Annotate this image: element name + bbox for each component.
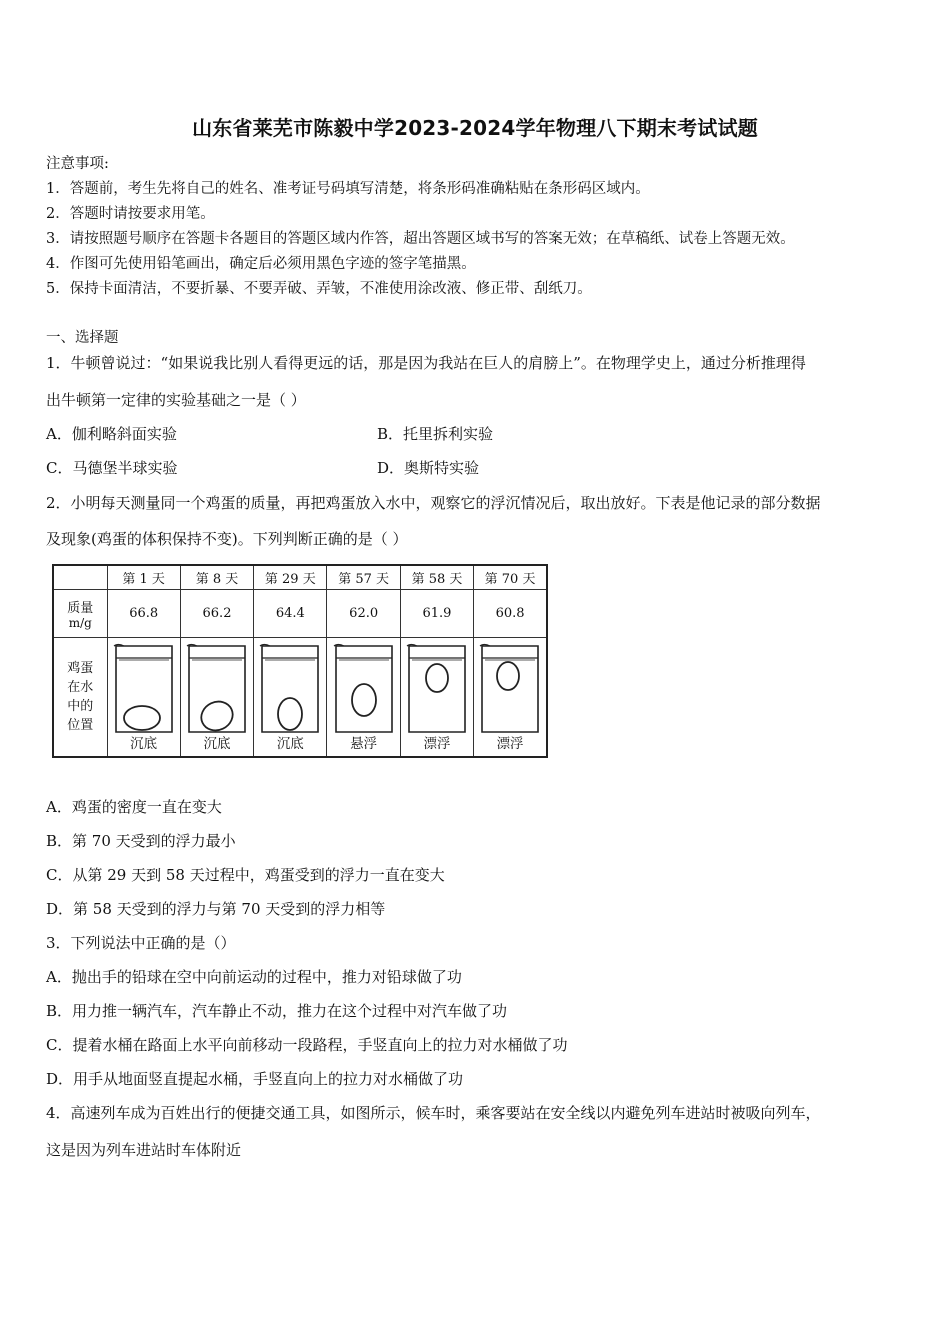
- q3-option-b: B．用力推一辆汽车，汽车静止不动，推力在这个过程中对汽车做了功: [46, 1002, 508, 1020]
- beaker-cell: [107, 638, 180, 758]
- q1-option-d: D．奥斯特实验: [377, 459, 480, 477]
- mass-value: 64.4: [254, 590, 327, 638]
- table-header-row: [53, 565, 547, 590]
- mass-label-line1: 质量: [67, 601, 94, 616]
- section-heading: 一、选择题: [46, 330, 119, 346]
- beaker-cell: [327, 638, 400, 758]
- q1-stem-line1: 1．牛顿曾说过：“如果说我比别人看得更远的话，那是因为我站在巨人的肩膀上”。在物理学史上，通过分析推理得: [46, 354, 806, 372]
- table-corner-cell: [53, 565, 107, 590]
- egg-data-table: [52, 564, 548, 758]
- beaker-float-figure: [405, 642, 469, 734]
- day-header: 第 57 天: [327, 565, 400, 590]
- beaker-suspend-figure: [332, 642, 396, 734]
- day-header: 第 70 天: [474, 565, 547, 590]
- mass-value: 60.8: [474, 590, 547, 638]
- q4-stem-line1: 4．高速列车成为百姓出行的便捷交通工具，如图所示，候车时，乘客要站在安全线以内避免列车进站时被吸向列车，: [46, 1104, 821, 1122]
- notice-heading: 注意事项:: [46, 156, 109, 172]
- q3-option-a: A．抛出手的铅球在空中向前运动的过程中，推力对铅球做了功: [46, 968, 462, 986]
- q2-option-a: A．鸡蛋的密度一直在变大: [46, 798, 222, 816]
- q2-option-b: B．第 70 天受到的浮力最小: [46, 832, 236, 850]
- day-header: 第 1 天: [107, 565, 180, 590]
- beaker-sink-figure: [112, 642, 176, 734]
- egg-state-label: 沉底: [130, 736, 158, 752]
- egg-state-label: 沉底: [276, 736, 304, 752]
- day-header: 第 58 天: [400, 565, 473, 590]
- egg-state-label: 悬浮: [350, 736, 378, 752]
- position-label-line: 在水: [67, 680, 94, 695]
- position-label-line: 中的: [67, 699, 94, 714]
- beaker-cell: [400, 638, 473, 758]
- beaker-sink-figure: [258, 642, 322, 734]
- mass-value: 66.2: [180, 590, 253, 638]
- day-header: 第 29 天: [254, 565, 327, 590]
- q4-stem-line2: 这是因为列车进站时车体附近: [46, 1141, 242, 1159]
- q1-stem-line2: 出牛顿第一定律的实验基础之一是（ ）: [46, 391, 306, 409]
- egg-state-label: 漂浮: [423, 736, 451, 752]
- position-row-label: [53, 638, 107, 758]
- position-row: [53, 638, 547, 758]
- q2-option-c: C．从第 29 天到 58 天过程中，鸡蛋受到的浮力一直在变大: [46, 866, 445, 884]
- beaker-sink-figure: [185, 642, 249, 734]
- q2-stem-line1: 2．小明每天测量同一个鸡蛋的质量，再把鸡蛋放入水中，观察它的浮沉情况后，取出放好。下表是他记录的部分数据: [46, 494, 821, 512]
- beaker-float-figure: [478, 642, 542, 734]
- q3-option-d: D．用手从地面竖直提起水桶，手竖直向上的拉力对水桶做了功: [46, 1070, 464, 1088]
- mass-value: 62.0: [327, 590, 400, 638]
- notice-item: 1．答题前，考生先将自己的姓名、准考证号码填写清楚，将条形码准确粘贴在条形码区域内。: [46, 181, 650, 197]
- notice-item: 3．请按照题号顺序在答题卡各题目的答题区域内作答，超出答题区域书写的答案无效；在草稿纸、试卷上答题无效。: [46, 231, 795, 247]
- egg-state-label: 漂浮: [496, 736, 524, 752]
- mass-row-label: [53, 590, 107, 638]
- mass-value: 61.9: [400, 590, 473, 638]
- mass-label-line2: m/g: [68, 616, 92, 630]
- egg-state-label: 沉底: [203, 736, 231, 752]
- beaker-cell: [474, 638, 547, 758]
- mass-row: [53, 590, 547, 638]
- day-header: 第 8 天: [180, 565, 253, 590]
- beaker-cell: [180, 638, 253, 758]
- q2-option-d: D．第 58 天受到的浮力与第 70 天受到的浮力相等: [46, 900, 386, 918]
- q3-option-c: C．提着水桶在路面上水平向前移动一段路程，手竖直向上的拉力对水桶做了功: [46, 1036, 568, 1054]
- q1-option-c: C．马德堡半球实验: [46, 459, 178, 477]
- mass-value: 66.8: [107, 590, 180, 638]
- notice-item: 2．答题时请按要求用笔。: [46, 206, 215, 222]
- position-label-line: 位置: [67, 718, 94, 733]
- beaker-cell: [254, 638, 327, 758]
- notice-item: 5．保持卡面清洁，不要折暴、不要弄破、弄皱，不准使用涂改液、修正带、刮纸刀。: [46, 281, 592, 297]
- q2-stem-line2: 及现象(鸡蛋的体积保持不变)。下列判断正确的是（ ）: [46, 530, 408, 548]
- exam-title: 山东省莱芜市陈毅中学2023-2024学年物理八下期末考试试题: [192, 116, 758, 140]
- q1-option-b: B．托里拆利实验: [377, 425, 494, 443]
- q3-stem: 3．下列说法中正确的是（）: [46, 934, 236, 952]
- position-label-line: 鸡蛋: [67, 661, 94, 676]
- notice-item: 4．作图可先使用铅笔画出，确定后必须用黑色字迹的签字笔描黑。: [46, 256, 476, 272]
- q1-option-a: A．伽利略斜面实验: [46, 425, 177, 443]
